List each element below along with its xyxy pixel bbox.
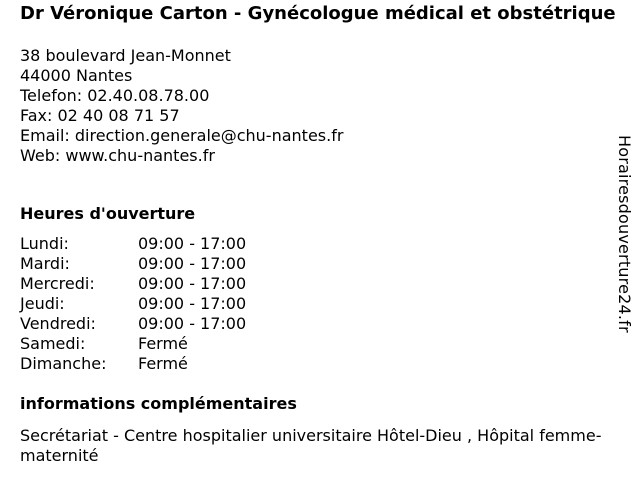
hours-heading: Heures d'ouverture [20,204,196,223]
email-address: Email: direction.generale@chu-nantes.fr [20,126,344,145]
page-title: Dr Véronique Carton - Gynécologue médical et obstétrique [20,3,616,24]
fax-number: Fax: 02 40 08 71 57 [20,106,180,125]
day-hours: Fermé [138,334,188,353]
day-label: Dimanche: [20,354,107,373]
day-label: Mercredi: [20,274,95,293]
opening-hours-list [20,234,246,374]
hours-row-friday [20,314,246,334]
day-hours: 09:00 - 17:00 [138,234,247,253]
hours-row-wednesday [20,274,246,294]
day-hours: 09:00 - 17:00 [138,314,247,333]
day-label: Lundi: [20,234,69,253]
address-street: 38 boulevard Jean-Monnet [20,46,231,65]
day-hours: 09:00 - 17:00 [138,254,247,273]
day-label: Mardi: [20,254,70,273]
hours-row-tuesday [20,254,246,274]
info-heading: informations complémentaires [20,394,297,413]
contact-block [20,46,620,166]
website-link: Web: www.chu-nantes.fr [20,146,215,165]
site-watermark: Horairesdouverture24.fr [615,135,634,333]
day-label: Jeudi: [20,294,65,313]
hours-row-monday [20,234,246,254]
hours-row-saturday [20,334,246,354]
day-label: Samedi: [20,334,86,353]
hours-row-sunday [20,354,246,374]
day-hours: 09:00 - 17:00 [138,274,247,293]
day-hours: 09:00 - 17:00 [138,294,247,313]
info-text: Secrétariat - Centre hospitalier universitaire Hôtel-Dieu , Hôpital femme-maternité [20,426,602,465]
address-city: 44000 Nantes [20,66,133,85]
phone-number: Telefon: 02.40.08.78.00 [20,86,210,105]
page-content [20,3,620,465]
hours-row-thursday [20,294,246,314]
day-hours: Fermé [138,354,188,373]
day-label: Vendredi: [20,314,96,333]
